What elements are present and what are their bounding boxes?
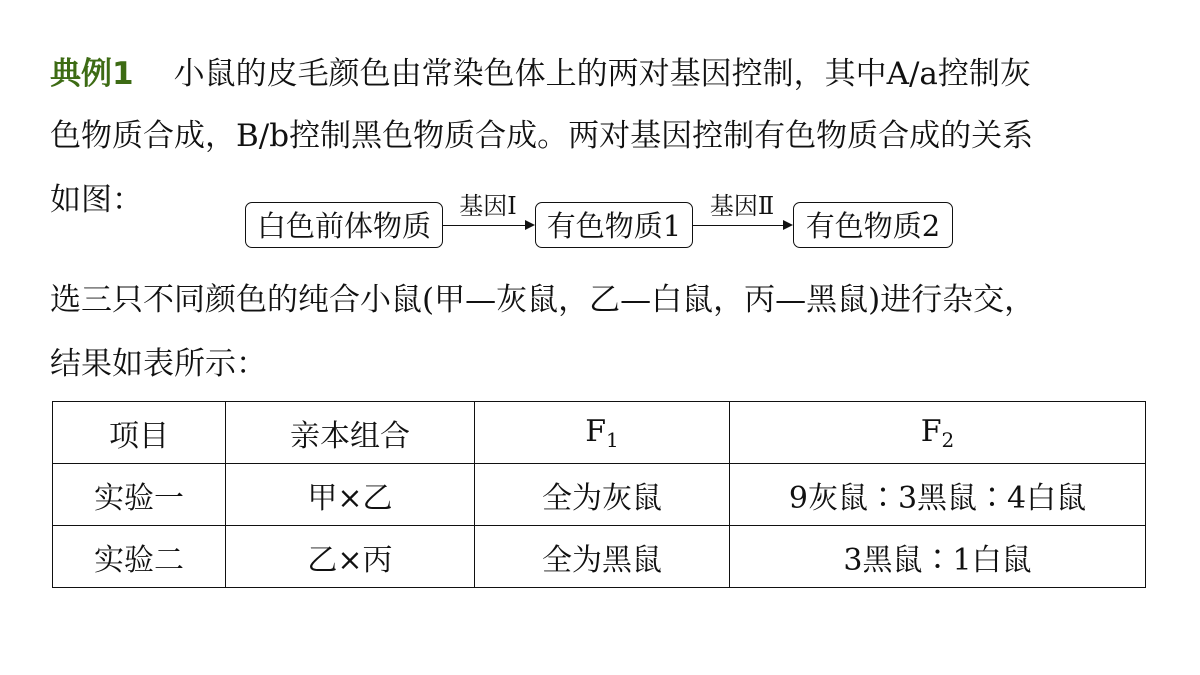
table-row xyxy=(53,526,1146,588)
example-label: 典例1 xyxy=(50,56,134,92)
problem-text-1: 小鼠的皮毛颜色由常染色体上的两对基因控制，其中A/a控制灰 xyxy=(173,56,1031,92)
row-item: 实验二 xyxy=(53,526,226,588)
row-item: 实验一 xyxy=(53,464,226,526)
arrow-gene-2 xyxy=(693,225,791,226)
problem-text-2: 色物质合成，B/b控制黑色物质合成。两对基因控制有色物质合成的关系 xyxy=(50,118,1034,154)
problem-text-3: 如图： xyxy=(50,182,143,218)
row-f1: 全为黑鼠 xyxy=(475,526,730,588)
arrow-gene-1 xyxy=(443,225,533,226)
header-f1: $F_1$ xyxy=(475,402,730,464)
gene-1-label: 基因Ⅰ xyxy=(459,192,517,220)
header-f2: $F_2$ xyxy=(730,402,1146,464)
row-f2: 3黑鼠∶1白鼠 xyxy=(730,526,1146,588)
row-f2: 9灰鼠∶3黑鼠∶4白鼠 xyxy=(730,464,1146,526)
intro-text-5: 结果如表所示： xyxy=(50,346,267,382)
gene-2-label: 基因Ⅱ xyxy=(709,192,775,220)
results-table xyxy=(52,401,1146,588)
colored-substance-2-box: 有色物质2 xyxy=(793,202,953,248)
colored-substance-1-box: 有色物质1 xyxy=(535,202,693,248)
intro-text-4: 选三只不同颜色的纯合小鼠(甲—灰鼠，乙—白鼠，丙—黑鼠)进行杂交， xyxy=(50,282,1036,318)
pathway-diagram xyxy=(245,192,965,252)
row-f1: 全为灰鼠 xyxy=(475,464,730,526)
paragraph-line-1 xyxy=(50,54,1031,94)
header-parents: 亲本组合 xyxy=(226,402,475,464)
header-item: 项目 xyxy=(53,402,226,464)
row-parents: 乙×丙 xyxy=(226,526,475,588)
white-precursor-box: 白色前体物质 xyxy=(245,202,443,248)
table-header-row xyxy=(53,402,1146,464)
row-parents: 甲×乙 xyxy=(226,464,475,526)
table-row xyxy=(53,464,1146,526)
